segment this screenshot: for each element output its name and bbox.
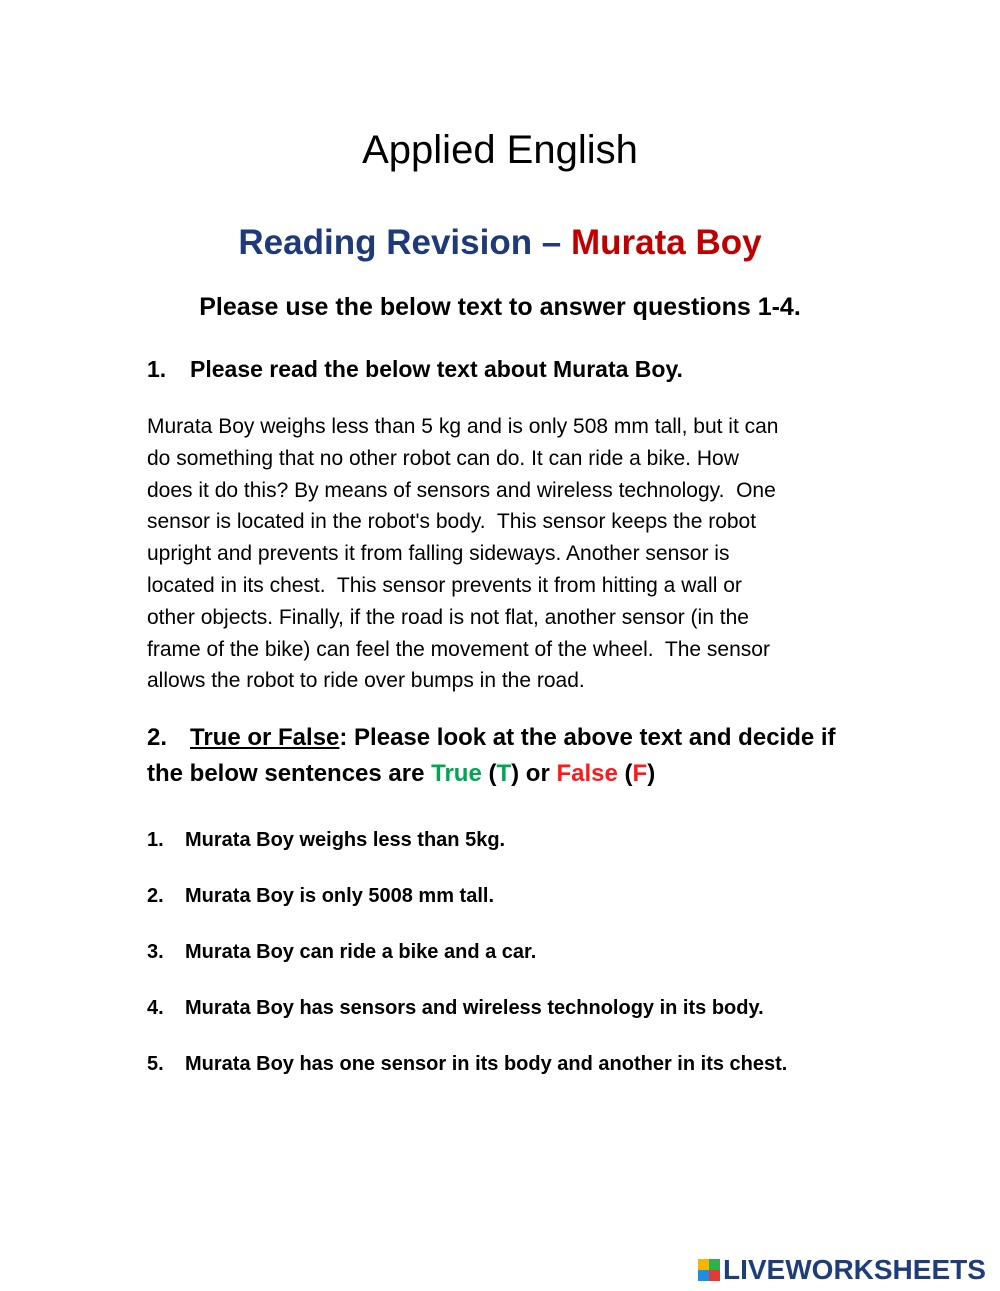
logo-square-4 — [709, 1270, 720, 1281]
statement-item — [147, 991, 947, 1047]
passage-line: do something that no other robot can do. It can ride a bike. How — [147, 446, 739, 470]
passage-line: located in its chest. This sensor prevents it from hitting a wall or — [147, 573, 742, 597]
question-1-text: Please read the below text about Murata Boy. — [190, 356, 683, 382]
statement-text: Murata Boy weighs less than 5kg. — [185, 829, 506, 851]
logo-text: LIVEWORKSHEETS — [723, 1254, 986, 1285]
question-2 — [147, 720, 907, 792]
question-2-number: 2. — [147, 724, 168, 751]
liveworksheets-logo-icon — [698, 1259, 720, 1281]
paren-open-2: ( — [617, 760, 633, 787]
statement-text: Murata Boy has sensors and wireless technology in its body. — [185, 997, 764, 1019]
statement-text: Murata Boy has one sensor in its body and another in its chest. — [185, 1053, 788, 1075]
liveworksheets-logo — [698, 1253, 986, 1287]
statement-number: 5. — [147, 1053, 164, 1075]
instruction-text: Please use the below text to answer questions 1-4. — [199, 293, 801, 321]
false-letter: F — [632, 760, 648, 787]
question-2-text-a: : Please look at the above text and decide if — [339, 724, 836, 751]
statement-item — [147, 879, 947, 935]
reading-passage — [147, 411, 887, 697]
statement-item — [147, 823, 947, 879]
passage-line: allows the robot to ride over bumps in the road. — [147, 669, 585, 693]
statement-text: Murata Boy is only 5008 mm tall. — [185, 885, 494, 907]
question-1-number: 1. — [147, 356, 167, 382]
statement-text: Murata Boy can ride a bike and a car. — [185, 941, 537, 963]
passage-line: other objects. Finally, if the road is not flat, another sensor (in the — [147, 605, 749, 629]
true-letter: T — [496, 760, 512, 787]
passage-line: sensor is located in the robot's body. This sensor keeps the robot — [147, 510, 757, 534]
passage-line: does it do this? By means of sensors and wireless technology. One — [147, 478, 776, 502]
question-2-text-b: the below sentences are — [147, 760, 432, 787]
logo-square-3 — [698, 1270, 709, 1281]
question-1 — [147, 352, 683, 386]
subtitle-murata-boy: Murata Boy — [571, 223, 762, 262]
paren-close: ) — [647, 760, 656, 787]
passage-line: frame of the bike) can feel the movement of the wheel. The sensor — [147, 637, 770, 661]
passage-line: Murata Boy weighs less than 5 kg and is only 508 mm tall, but it can — [147, 415, 779, 438]
statement-number: 2. — [147, 885, 164, 907]
statement-number: 4. — [147, 997, 164, 1019]
page-title: Applied English — [362, 128, 638, 172]
true-word: True — [431, 760, 482, 787]
subtitle-reading-revision: Reading Revision – — [238, 223, 571, 262]
paren-open-1: ( — [481, 760, 497, 787]
statement-item — [147, 935, 947, 991]
true-false-statements — [147, 823, 947, 1103]
logo-square-1 — [698, 1259, 709, 1270]
paren-close-or: ) or — [511, 760, 557, 787]
false-word: False — [556, 760, 618, 787]
statement-number: 3. — [147, 941, 164, 963]
statement-number: 1. — [147, 829, 164, 851]
true-or-false-label: True or False — [190, 724, 340, 751]
page-subtitle — [0, 218, 1000, 268]
passage-line: upright and prevents it from falling sideways. Another sensor is — [147, 542, 730, 566]
logo-square-2 — [709, 1259, 720, 1270]
statement-item — [147, 1047, 947, 1103]
